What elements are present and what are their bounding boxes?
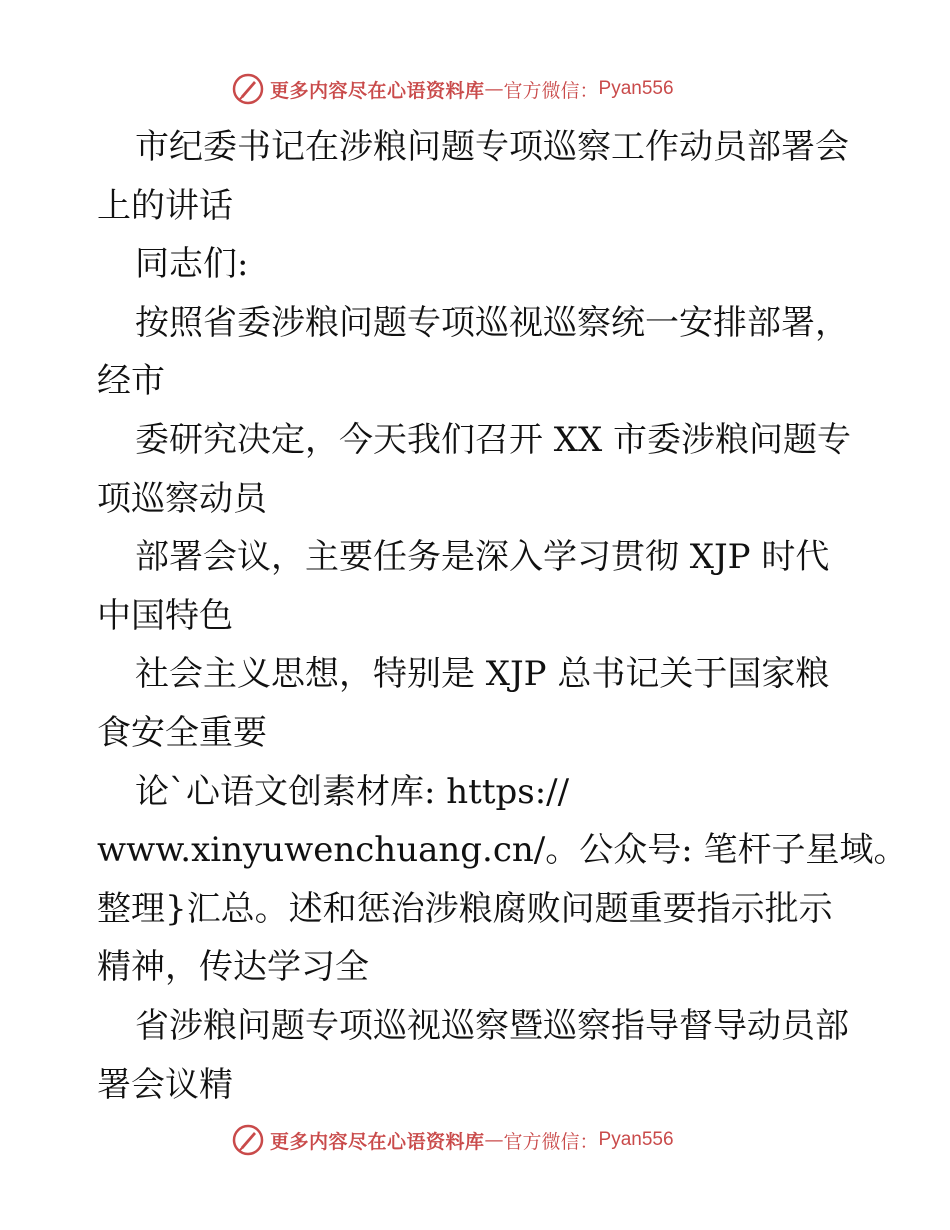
text-line: 中国特色: [97, 595, 233, 636]
text-line: 部署会议，主要任务是深入学习贯彻 XJP 时代: [135, 537, 830, 578]
text-line: 市纪委书记在涉粮问题专项巡察工作动员部署会: [135, 127, 849, 167]
text-line: 上的讲话: [97, 185, 233, 226]
banner-dash: —: [484, 1129, 504, 1151]
banner-wechat-id: Pyan556: [598, 78, 674, 99]
text-line: 社会主义思想，特别是 XJP 总书记关于国家粮: [135, 654, 830, 695]
text-line: www.xinyuwenchuang.cn/。公众号: 笔杆子星域。: [97, 830, 908, 871]
text-line: 经市: [97, 361, 165, 402]
text-line: 按照省委涉粮问题专项巡视巡察统一安排部署，: [135, 302, 849, 343]
document-body: [97, 118, 908, 1114]
text-line: 省涉粮问题专项巡视巡察暨巡察指导督导动员部: [135, 1005, 849, 1046]
text-line: 同志们:: [135, 244, 249, 285]
banner-main-text: 更多内容尽在心语资料库: [270, 79, 485, 102]
banner-wechat-id: Pyan556: [598, 1129, 674, 1150]
banner-main-text: 更多内容尽在心语资料库: [270, 1130, 485, 1153]
header-banner: [232, 72, 722, 106]
banner-wechat-label: 官方微信：: [503, 79, 599, 102]
text-line: 食安全重要: [97, 712, 267, 753]
text-line: 精神，传达学习全: [97, 947, 369, 988]
quill-logo-icon: [232, 1124, 264, 1156]
text-line: 委研究决定，今天我们召开 XX 市委涉粮问题专: [135, 419, 852, 460]
text-line: 论`心语文创素材库: https://: [135, 771, 570, 812]
banner-wechat-label: 官方微信：: [503, 1130, 599, 1153]
banner-dash: —: [484, 78, 504, 100]
text-line: 署会议精: [97, 1064, 233, 1105]
text-line: 整理}汇总。述和惩治涉粮腐败问题重要指示批示: [97, 888, 833, 929]
quill-logo-icon: [232, 73, 264, 105]
text-line: 项巡察动员: [97, 478, 267, 519]
footer-banner: [232, 1123, 722, 1157]
